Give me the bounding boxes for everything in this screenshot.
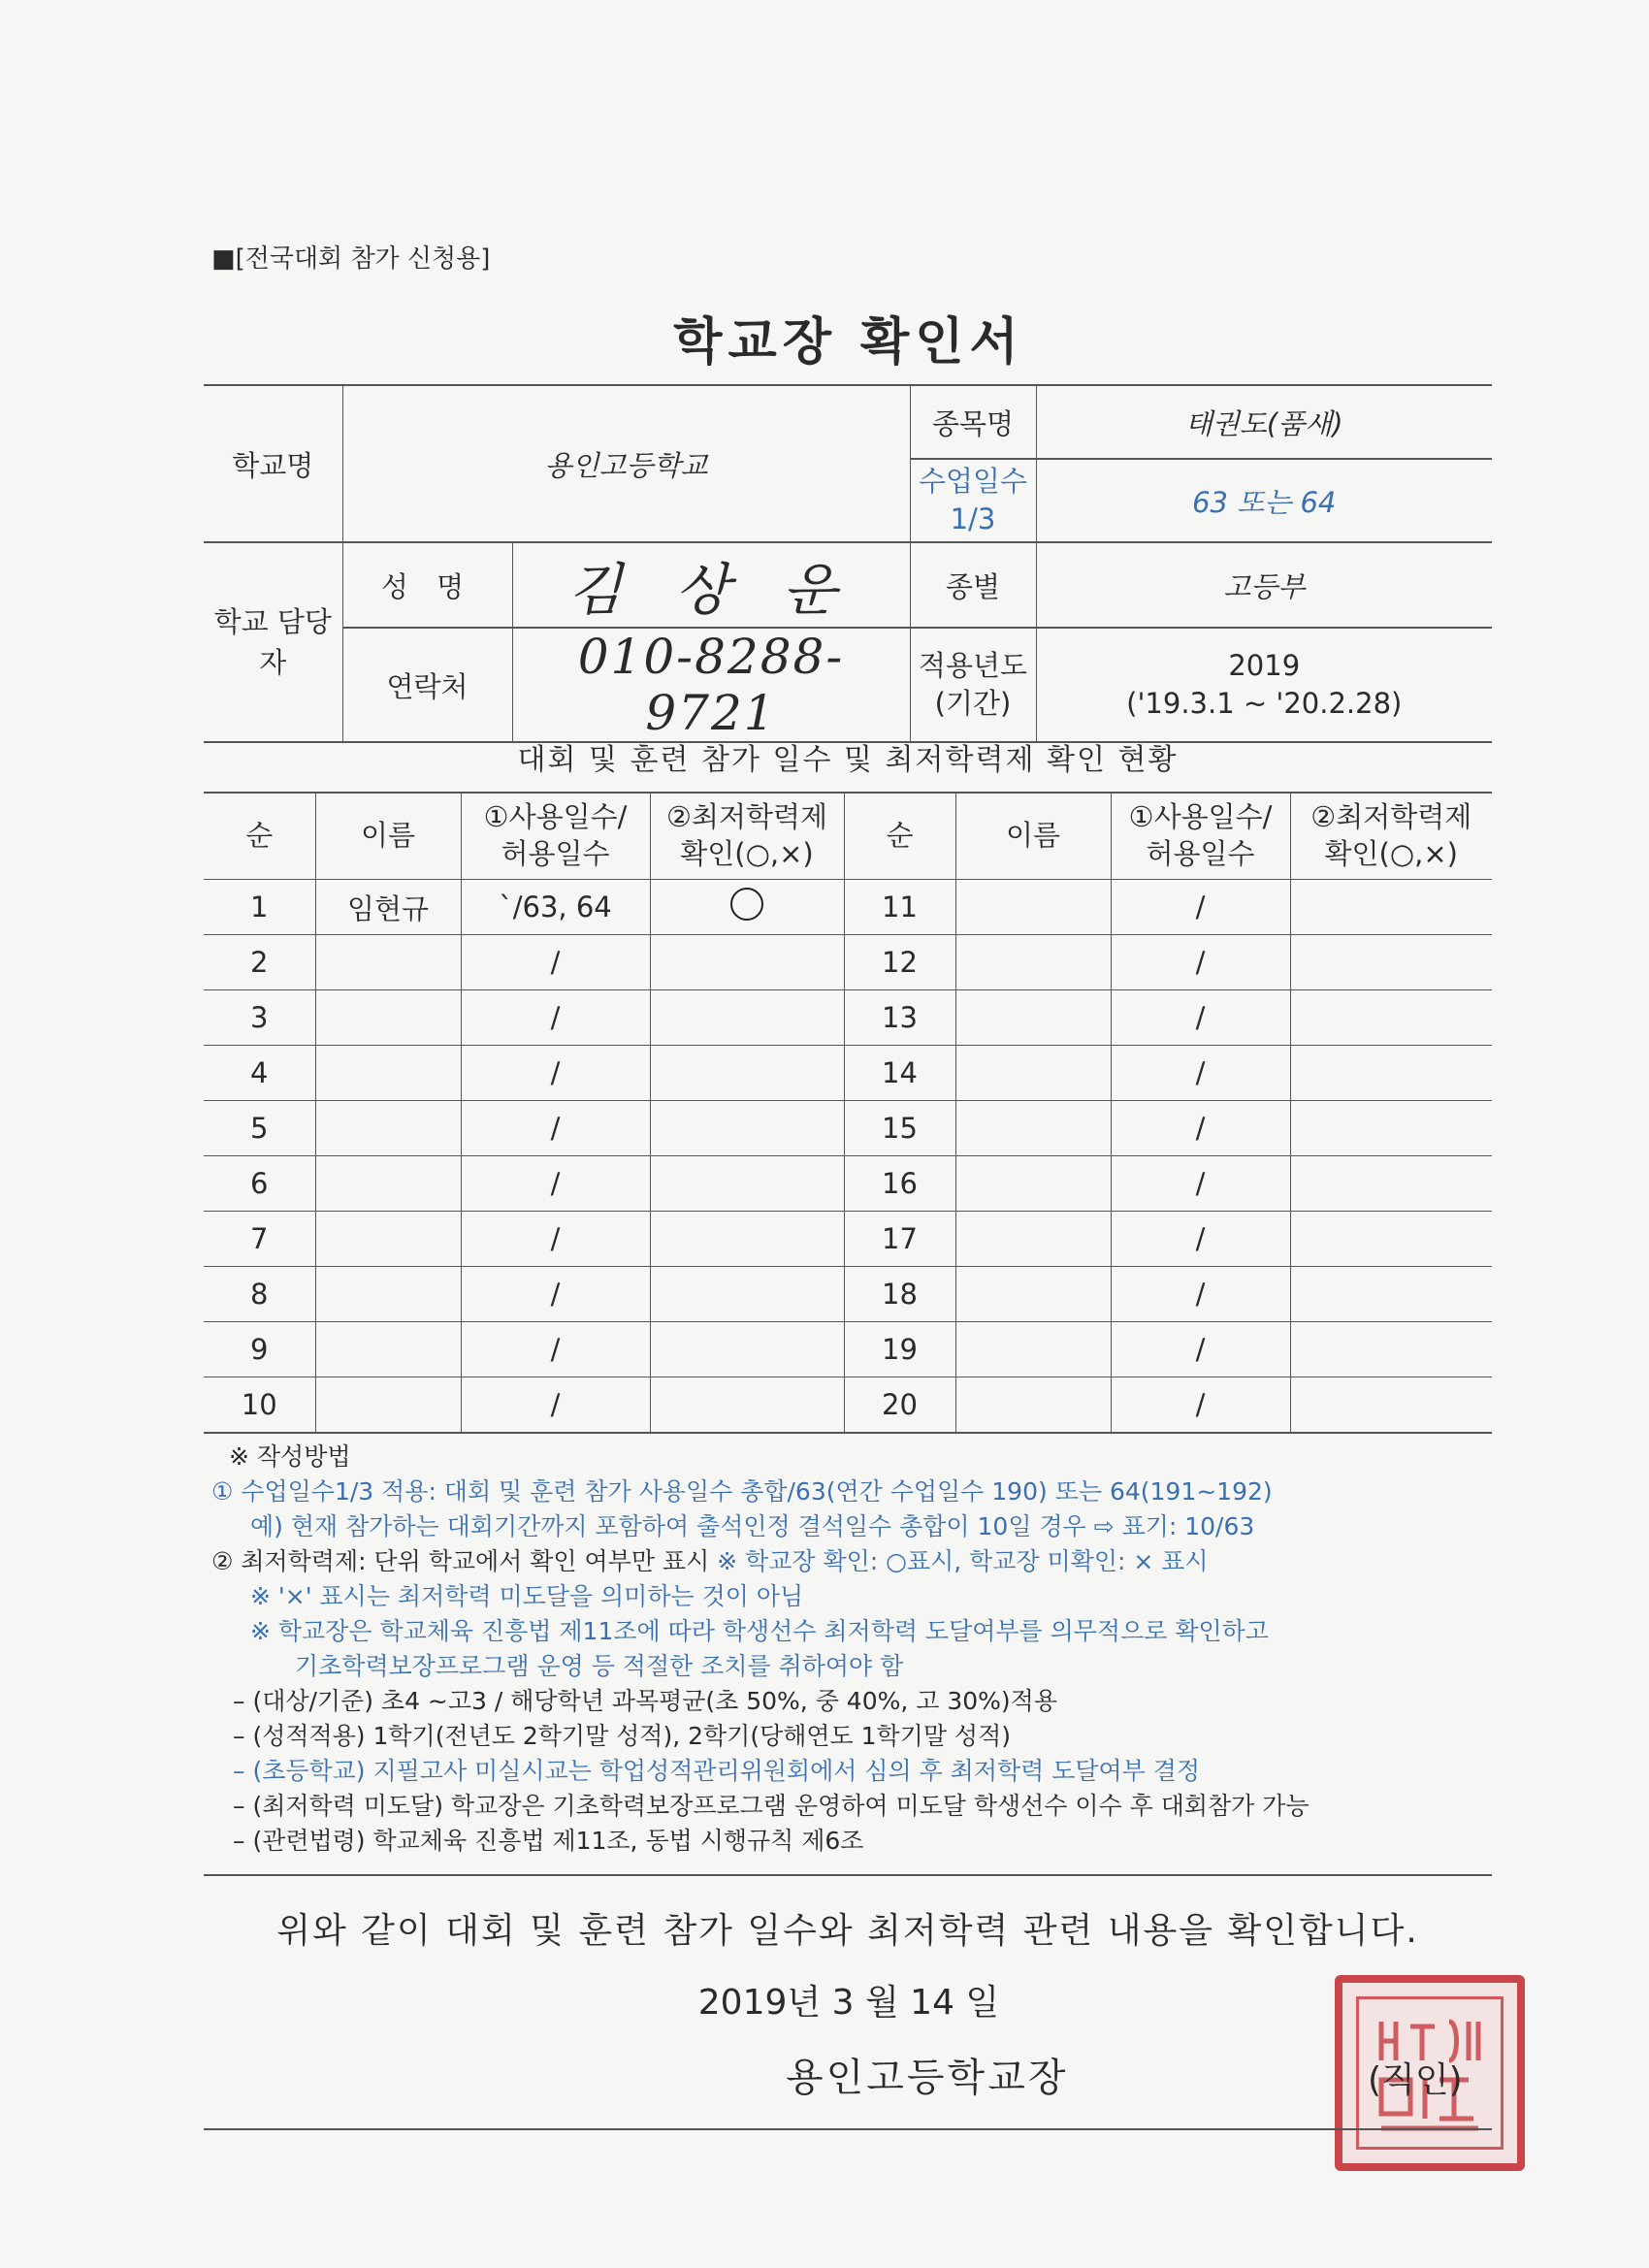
cell-check — [1290, 1322, 1492, 1377]
cell-check — [650, 880, 844, 935]
cell-no: 13 — [844, 990, 955, 1046]
cell-check — [650, 1267, 844, 1322]
cell-days: / — [461, 990, 650, 1046]
table-header-row — [204, 793, 1492, 880]
table-row — [204, 1267, 1492, 1322]
class-days-value: 63 또는 64 — [1036, 459, 1492, 542]
cell-check — [650, 1377, 844, 1434]
apply-period: ('19.3.1 ~ '20.2.28) — [1126, 687, 1403, 720]
cell-name — [315, 1101, 461, 1156]
header-check-line1: ②최저학력제 — [1310, 800, 1472, 834]
cell-no: 10 — [204, 1377, 315, 1434]
form-type-tag: ■[전국대회 참가 신청용] — [211, 244, 491, 274]
divider-top — [204, 1874, 1492, 1876]
table-row — [204, 1377, 1492, 1434]
header-check-right — [1290, 793, 1492, 880]
cell-no: 9 — [204, 1322, 315, 1377]
cell-name — [955, 1046, 1111, 1101]
cell-days: / — [1111, 935, 1290, 990]
cell-name — [955, 1101, 1111, 1156]
apply-year-label: 적용년도 (기간) — [910, 628, 1036, 742]
header-check-line1: ②최저학력제 — [665, 800, 828, 834]
cell-days: / — [1111, 1101, 1290, 1156]
cell-check — [1290, 935, 1492, 990]
table-row — [204, 1212, 1492, 1267]
division-label: 종별 — [910, 542, 1036, 628]
issue-date: 2019년 3 월 14 일 — [697, 1983, 1000, 2023]
cell-no: 1 — [204, 880, 315, 935]
name-label: 성 명 — [342, 542, 512, 628]
cell-days: / — [461, 1267, 650, 1322]
school-value: 용인고등학교 — [342, 385, 910, 542]
cell-check — [1290, 1101, 1492, 1156]
cell-no: 7 — [204, 1212, 315, 1267]
header-no-right: 순 — [844, 793, 955, 880]
cell-days: / — [1111, 880, 1290, 935]
cell-name — [315, 935, 461, 990]
note-1a: ① 수업일수1/3 적용: 대회 및 훈련 참가 사용일수 총합/63(연간 수업일수 190) 또는 64(191~192) — [211, 1477, 1273, 1506]
participation-table — [204, 792, 1492, 1434]
detail-4: – (최저학력 미도달) 학교장은 기초학력보장프로그램 운영하여 미도달 학생선수 이수 후 대회참가 가능 — [233, 1792, 1310, 1820]
cell-check — [650, 1212, 844, 1267]
cell-name — [955, 1377, 1111, 1434]
cell-no: 5 — [204, 1101, 315, 1156]
cell-check — [650, 990, 844, 1046]
cell-no: 20 — [844, 1377, 955, 1434]
cell-name — [315, 1267, 461, 1322]
cell-name — [955, 1156, 1111, 1212]
cell-no: 2 — [204, 935, 315, 990]
cell-days: ˋ/63, 64 — [461, 880, 650, 935]
table-row — [204, 1156, 1492, 1212]
table-row — [204, 1101, 1492, 1156]
table-row — [204, 1322, 1492, 1377]
cell-no: 4 — [204, 1046, 315, 1101]
table-row — [204, 935, 1492, 990]
cell-days: / — [461, 1156, 650, 1212]
cell-name — [315, 1046, 461, 1101]
cell-no: 16 — [844, 1156, 955, 1212]
cell-days: / — [1111, 1156, 1290, 1212]
header-days-line2: 허용일수 — [501, 837, 610, 870]
header-days-right — [1111, 793, 1290, 880]
event-label: 종목명 — [910, 385, 1036, 459]
seal-label: (직인) — [1368, 2060, 1463, 2100]
cell-days: / — [1111, 990, 1290, 1046]
cell-days: / — [461, 935, 650, 990]
division-value: 고등부 — [1036, 542, 1492, 628]
cell-check — [1290, 1046, 1492, 1101]
confirmation-statement: 위와 같이 대회 및 훈련 참가 일수와 최저학력 관련 내용을 확인합니다. — [276, 1911, 1419, 1951]
cell-days: / — [461, 1212, 650, 1267]
cell-no: 18 — [844, 1267, 955, 1322]
cell-days: / — [461, 1377, 650, 1434]
table-row — [204, 990, 1492, 1046]
header-name: 이름 — [315, 793, 461, 880]
cell-no: 6 — [204, 1156, 315, 1212]
notes-heading: ※ 작성방법 — [229, 1442, 351, 1471]
cell-name — [955, 1267, 1111, 1322]
cell-no: 3 — [204, 990, 315, 1046]
cell-no: 14 — [844, 1046, 955, 1101]
staff-label: 학교 담당자 — [204, 542, 342, 742]
cell-check — [1290, 880, 1492, 935]
cell-check — [1290, 1377, 1492, 1434]
table-row — [204, 1046, 1492, 1101]
cell-check — [650, 1322, 844, 1377]
principal-title: 용인고등학교장 — [786, 2056, 1069, 2100]
detail-2: – (성적적용) 1학기(전년도 2학기말 성적), 2학기(당해연도 1학기말 성적) — [233, 1722, 1011, 1750]
cell-name — [315, 1377, 461, 1434]
header-check-line2: 확인(○,×) — [1324, 837, 1458, 870]
contact-label: 연락처 — [342, 628, 512, 742]
cell-name: 임현규 — [315, 880, 461, 935]
cell-check — [1290, 1267, 1492, 1322]
cell-check — [1290, 990, 1492, 1046]
cell-check — [650, 1156, 844, 1212]
cell-name — [955, 880, 1111, 935]
cell-days: / — [1111, 1322, 1290, 1377]
note-2a-prefix: ② 최저학력제: 단위 학교에서 확인 여부만 표시 — [211, 1547, 710, 1575]
section-title: 대회 및 훈련 참가 일수 및 최저학력제 확인 현황 — [517, 743, 1179, 777]
school-label: 학교명 — [204, 385, 342, 542]
cell-name — [315, 1156, 461, 1212]
header-days-line1: ①사용일수/ — [483, 800, 628, 834]
header-check — [650, 793, 844, 880]
name-value-handwritten: 김 상 운 — [512, 542, 910, 628]
note-2c: ※ 학교장은 학교체육 진흥법 제11조에 따라 학생선수 최저학력 도달여부를 의무적으로 확인하고 — [250, 1617, 1269, 1645]
cell-name — [955, 1322, 1111, 1377]
cell-days: / — [1111, 1046, 1290, 1101]
cell-name — [955, 935, 1111, 990]
cell-check — [1290, 1212, 1492, 1267]
check-circle-mark — [730, 888, 763, 921]
cell-days: / — [1111, 1377, 1290, 1434]
header-days — [461, 793, 650, 880]
cell-name — [955, 1212, 1111, 1267]
document-title: 학교장 확인서 — [673, 313, 1024, 372]
cell-no: 8 — [204, 1267, 315, 1322]
cell-no: 11 — [844, 880, 955, 935]
cell-check — [650, 1046, 844, 1101]
cell-no: 17 — [844, 1212, 955, 1267]
detail-1: – (대상/기준) 초4 ~고3 / 해당학년 과목평균(초 50%, 중 40%, 고 30%)적용 — [233, 1687, 1057, 1715]
cell-no: 12 — [844, 935, 955, 990]
cell-check — [1290, 1156, 1492, 1212]
note-2a-suffix: ※ 학교장 확인: ○표시, 학교장 미확인: × 표시 — [717, 1547, 1209, 1575]
header-days-line2: 허용일수 — [1146, 837, 1255, 870]
contact-value-handwritten: 010-8288-9721 — [512, 628, 910, 742]
event-value: 태권도(품새) — [1036, 385, 1492, 459]
instructions — [211, 1440, 1502, 1859]
header-name-right: 이름 — [955, 793, 1111, 880]
cell-check — [650, 935, 844, 990]
class-days-label: 수업일수 1/3 — [910, 459, 1036, 542]
cell-days: / — [461, 1322, 650, 1377]
table-row — [204, 880, 1492, 935]
cell-name — [315, 1322, 461, 1377]
apply-year-value — [1036, 628, 1492, 742]
note-1b: 예) 현재 참가하는 대회기간까지 포함하여 출석인정 결석일수 총합이 10일 경우 ⇨ 표기: 10/63 — [250, 1512, 1255, 1540]
header-no: 순 — [204, 793, 315, 880]
cell-days: / — [461, 1101, 650, 1156]
note-2d: 기초학력보장프로그램 운영 등 적절한 조치를 취하여야 함 — [295, 1652, 904, 1680]
cell-days: / — [1111, 1212, 1290, 1267]
cell-no: 19 — [844, 1322, 955, 1377]
cell-days: / — [461, 1046, 650, 1101]
header-check-line2: 확인(○,×) — [680, 837, 814, 870]
detail-3: – (초등학교) 지필고사 미실시교는 학업성적관리위원회에서 심의 후 최저학력 도달여부 결정 — [233, 1757, 1201, 1785]
cell-name — [315, 990, 461, 1046]
cell-check — [650, 1101, 844, 1156]
detail-5: – (관련법령) 학교체육 진흥법 제11조, 동법 시행규칙 제6조 — [233, 1827, 864, 1855]
divider-bottom — [204, 2128, 1492, 2130]
cell-days: / — [1111, 1267, 1290, 1322]
note-2a — [211, 1544, 1502, 1579]
apply-year: 2019 — [1228, 648, 1301, 682]
cell-name — [955, 990, 1111, 1046]
cell-name — [315, 1212, 461, 1267]
note-2b: ※ '×' 표시는 최저학력 미도달을 의미하는 것이 아님 — [250, 1582, 804, 1610]
header-days-line1: ①사용일수/ — [1128, 800, 1273, 834]
cell-no: 15 — [844, 1101, 955, 1156]
info-table — [204, 384, 1492, 743]
